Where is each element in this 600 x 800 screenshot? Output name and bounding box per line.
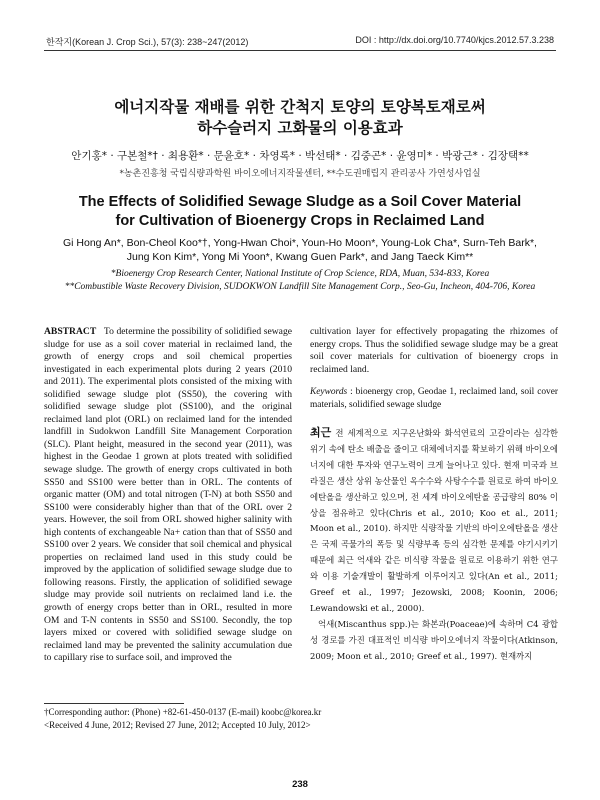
intro-p1-text: 전 세계적으로 지구온난화와 화석연료의 고갈이라는 심각한 위기 속에 탄소 배출을 줄이고 대체에너지를 확보하기 위해 바이오에너지에 대한 투자와 연구노력이 크게 늘어나고 있다. 현재 미국과 브라질은 생산 상위 농산물인 옥수수와 사탕수수를 원료로 하여 바이오에탄올을 생산하고 있으며, 전 세계 바이오에탄올 공급량의 80% 이상을 점유하고 있다(Chris et al., 2010; Koo et al., 2011; Moon et al., 2010). 하지만 식량작물 기반의 바이오에탄올을 생산은 국제 곡물가의 폭등 및 식량부족 등의 심각한 문제를 야기시키기 때문에 최근 억새와 같은 비식량 작물을 원료로 이용하기 위한 연구와 이용 기술개발이 활발하게 이루어지고 있다(An et al., 2011; Greef et al., 1997; Jezowski, 2008; Koonin, 2006; Lewandowski et al., 2000).: [310, 428, 558, 613]
korean-authors: 안기홍* · 구본철*† · 최용환* · 문윤호* · 차영록* · 박선태* · 김중곤* · 윤영미* · 박광근* · 김장택**: [71, 150, 529, 162]
english-affiliation-2: **Combustible Waste Recovery Division, SUDOKWON Landfill Site Management Corp., Seo-Gu, Incheon, 404-706, Korea: [64, 282, 536, 292]
keywords: [310, 386, 558, 411]
abstract-label: ABSTRACT: [44, 326, 97, 337]
english-title-line1: The Effects of Solidified Sewage Sludge as a Soil Cover Material: [78, 194, 522, 210]
running-header: [46, 32, 554, 50]
page-number: 238: [292, 779, 308, 790]
intro-heading: 최근: [310, 426, 332, 439]
abstract-text-left: To determine the possibility of solidified sewage sludge for use as a soil cover material in reclaimed land, the growth of energy crops and soil chemical properties investigated in each experimental plots during 2 years (2010 and 2011). The experimental plots consisted of the mixing with solidified sewage sludge plot (SS50), the covering with solidified sewage sludge plot (SS100), and the original reclaimed land plot (ORL) on reclaimed land for the intended landfill in Sudokwon Landfill Site Management Corporation (SLC). Plant height, measured in the second year (2011), was highest in the Geodae 1 grown at plots treated with solidified sewage sludge. The growth of energy crops cultivated in both SS50 and SS100 were better than in ORL. The contents of organic matter (OM) and total nitrogen (T-N) at both SS50 and SS100 were considerably higher than that of the ORL over 2 years. However, the soil from ORL showed higher salinity with high contents of exchangeable Na+ cation than that of SS50 and SS100 over 2 years. We consider that soil chemical and physical properties on reclaimed land used in this study could be improved by the application of solidified sewage sludge due to following reasons. Firstly, the application of solidified sewage sludge may provide soil nutrients on reclaimed land i.e. the growth of energy crops better than in ORL, resulted in more OM and T-N contents in SS50 and SS100. Secondly, the top layers mixed or covered with solidified sewage sludge on reclaimed land may be prevented the salinity accumulation due to capillary rise to surface soil, and improved the: [44, 326, 292, 664]
journal-citation: 한작지(Korean J. Crop Sci.), 57(3): 238~247(2012): [46, 37, 249, 47]
english-authors-line1: Gi Hong An*, Bon-Cheol Koo*†, Yong-Hwan Choi*, Youn-Ho Moon*, Young-Lok Cha*, Surn-Teh Bark*,: [63, 237, 537, 249]
keywords-value: : bioenergy crop, Geodae 1, reclaimed land, soil cover materials, solidified sewage sludge: [310, 387, 559, 410]
english-authors-line2: Jung Kon Kim*, Yong Mi Yoon*, Kwang Guen Park*, and Jang Taeck Kim**: [126, 251, 474, 263]
abstract-text-right: cultivation layer for effectively propagating the rhizomes of energy crops. Thus the solidified sewage sludge may be a great soil cover materials for cultivation of bioenergy crops in reclaimed land.: [310, 326, 558, 375]
right-column: [310, 326, 558, 665]
left-column: [44, 326, 292, 665]
korean-title-line2: 하수슬러지 고화물의 이용효과: [197, 119, 403, 137]
doi-link[interactable]: DOI : http://dx.doi.org/10.7740/kjcs.2012.57.3.238: [355, 35, 554, 45]
corresponding-author: †Corresponding author: (Phone) +82-61-450-0137 (E-mail) koobc@korea.kr: [44, 707, 322, 717]
keywords-label: Keywords: [310, 387, 348, 398]
intro-paragraph-2: 억새(Miscanthus spp.)는 화본과(Poaceae)에 속하며 C4 광합성 경로를 가진 대표적인 비식량 바이오에너지 작물이다(Atkinson, 2009; Moon et al., 2010; Greef et al., 1997). 현재까지: [310, 618, 558, 661]
header-rule: [44, 50, 556, 51]
korean-title: [40, 97, 560, 139]
english-authors: [40, 236, 560, 264]
footnote: [44, 706, 556, 732]
footnote-rule: [44, 703, 184, 704]
english-title: [30, 193, 570, 231]
english-title-line2: for Cultivation of Bioenergy Crops in Reclaimed Land: [115, 213, 485, 229]
intro-paragraph-1: [310, 425, 558, 617]
english-affiliations: [20, 268, 580, 294]
introduction: [310, 425, 558, 665]
korean-title-line1: 에너지작물 재배를 위한 간척지 토양의 토양복토재로써: [114, 98, 486, 116]
english-affiliation-1: *Bioenergy Crop Research Center, National Institute of Crop Science, RDA, Muan, 534-833, Korea: [110, 269, 490, 279]
korean-affiliation: *농촌진흥청 국립식량과학원 바이오에너지작물센터, **수도권매립지 관리공사 가연성사업실: [119, 169, 481, 179]
received-dates: <Received 4 June, 2012; Revised 27 June, 2012; Accepted 10 July, 2012>: [44, 720, 311, 730]
